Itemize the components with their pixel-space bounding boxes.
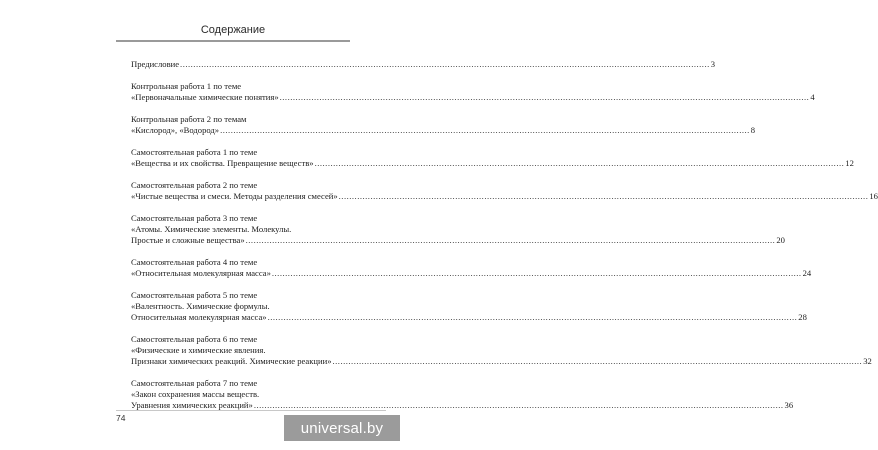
toc-entry bbox=[131, 290, 807, 323]
toc-entry-title: «Относительная молекулярная масса» bbox=[131, 268, 271, 278]
toc-page-number: 20 bbox=[776, 235, 785, 245]
toc-entry-line: Самостоятельная работа 2 по теме bbox=[131, 180, 258, 190]
toc-entry bbox=[131, 378, 794, 411]
toc-entry-title: «Чистые вещества и смеси. Методы разделения смесей» bbox=[131, 191, 338, 201]
toc-entry bbox=[131, 114, 756, 136]
toc-entry bbox=[131, 334, 872, 367]
toc-page-number: 12 bbox=[845, 158, 854, 168]
toc-entry-title: Признаки химических реакций. Химические реакции» bbox=[131, 356, 332, 366]
toc-dot-leader: ........................................................................................................................................................................................................ bbox=[332, 356, 863, 366]
toc-entry-line bbox=[131, 235, 785, 246]
toc-entry-title: Предисловие bbox=[131, 59, 180, 69]
toc-dot-leader: ........................................................................................................................................................................................................ bbox=[220, 125, 750, 135]
toc-entry-line: «Атомы. Химические элементы. Молекулы. bbox=[131, 224, 292, 234]
toc-entry-line: «Валентность. Химические формулы. bbox=[131, 301, 270, 311]
toc-entry-line bbox=[131, 268, 812, 279]
footer-rule bbox=[116, 410, 386, 411]
toc-entry-title: Относительная молекулярная масса» bbox=[131, 312, 267, 322]
toc-entry bbox=[131, 180, 878, 202]
toc-page-number: 24 bbox=[802, 268, 812, 278]
toc-page-number: 3 bbox=[710, 59, 716, 69]
toc-entry-line bbox=[131, 158, 854, 169]
toc-page-number: 8 bbox=[750, 125, 756, 135]
toc-dot-leader: ........................................................................................................................................................................................................ bbox=[245, 235, 776, 245]
toc-entry-line bbox=[131, 356, 872, 367]
toc-entry bbox=[131, 257, 812, 279]
toc-entry-title: «Первоначальные химические понятия» bbox=[131, 92, 279, 102]
toc-entry-line: Самостоятельная работа 5 по теме bbox=[131, 290, 258, 300]
watermark-logo: universal.by bbox=[284, 415, 400, 441]
toc-page-number: 28 bbox=[798, 312, 807, 322]
toc-entry-line: «Закон сохранения массы веществ. bbox=[131, 389, 260, 399]
toc-entry-line: Самостоятельная работа 3 по теме bbox=[131, 213, 258, 223]
toc-page-number: 16 bbox=[869, 191, 878, 201]
toc-dot-leader: ........................................................................................................................................................................................................ bbox=[180, 59, 710, 69]
toc-dot-leader: ........................................................................................................................................................................................................ bbox=[338, 191, 869, 201]
toc-entry-line: Самостоятельная работа 1 по теме bbox=[131, 147, 258, 157]
toc-page-number: 32 bbox=[863, 356, 872, 366]
toc-entry-line: Самостоятельная работа 7 по теме bbox=[131, 378, 258, 388]
toc-entry bbox=[131, 213, 785, 246]
toc-entry-line bbox=[131, 59, 716, 70]
toc-entry-line bbox=[131, 191, 878, 202]
toc-entry-line: Контрольная работа 2 по темам bbox=[131, 114, 247, 124]
toc-entry-line: Самостоятельная работа 6 по теме bbox=[131, 334, 258, 344]
toc-dot-leader: ........................................................................................................................................................................................................ bbox=[314, 158, 845, 168]
toc-entry bbox=[131, 59, 716, 70]
toc-entry-line: Контрольная работа 1 по теме bbox=[131, 81, 242, 91]
page-number: 74 bbox=[116, 413, 126, 423]
table-of-contents bbox=[131, 59, 878, 422]
toc-entry bbox=[131, 81, 815, 103]
toc-entry-line bbox=[131, 92, 815, 103]
toc-entry-title: Простые и сложные вещества» bbox=[131, 235, 245, 245]
page-header-title: Содержание bbox=[200, 24, 266, 36]
toc-entry-line: «Физические и химические явления. bbox=[131, 345, 266, 355]
toc-entry-title: Уравнения химических реакций» bbox=[131, 400, 253, 410]
toc-page-number: 4 bbox=[810, 92, 815, 102]
toc-entry-title: «Вещества и их свойства. Превращение веществ» bbox=[131, 158, 314, 168]
header-rule bbox=[116, 40, 350, 42]
toc-dot-leader: ........................................................................................................................................................................................................ bbox=[271, 268, 802, 278]
toc-entry bbox=[131, 147, 854, 169]
toc-dot-leader: ........................................................................................................................................................................................................ bbox=[279, 92, 810, 102]
toc-page-number: 36 bbox=[784, 400, 794, 410]
toc-entry-line bbox=[131, 312, 807, 323]
toc-dot-leader: ........................................................................................................................................................................................................ bbox=[267, 312, 798, 322]
toc-entry-line bbox=[131, 125, 756, 136]
toc-entry-line: Самостоятельная работа 4 по теме bbox=[131, 257, 258, 267]
toc-entry-title: «Кислород», «Водород» bbox=[131, 125, 220, 135]
toc-dot-leader: ........................................................................................................................................................................................................ bbox=[253, 400, 784, 410]
